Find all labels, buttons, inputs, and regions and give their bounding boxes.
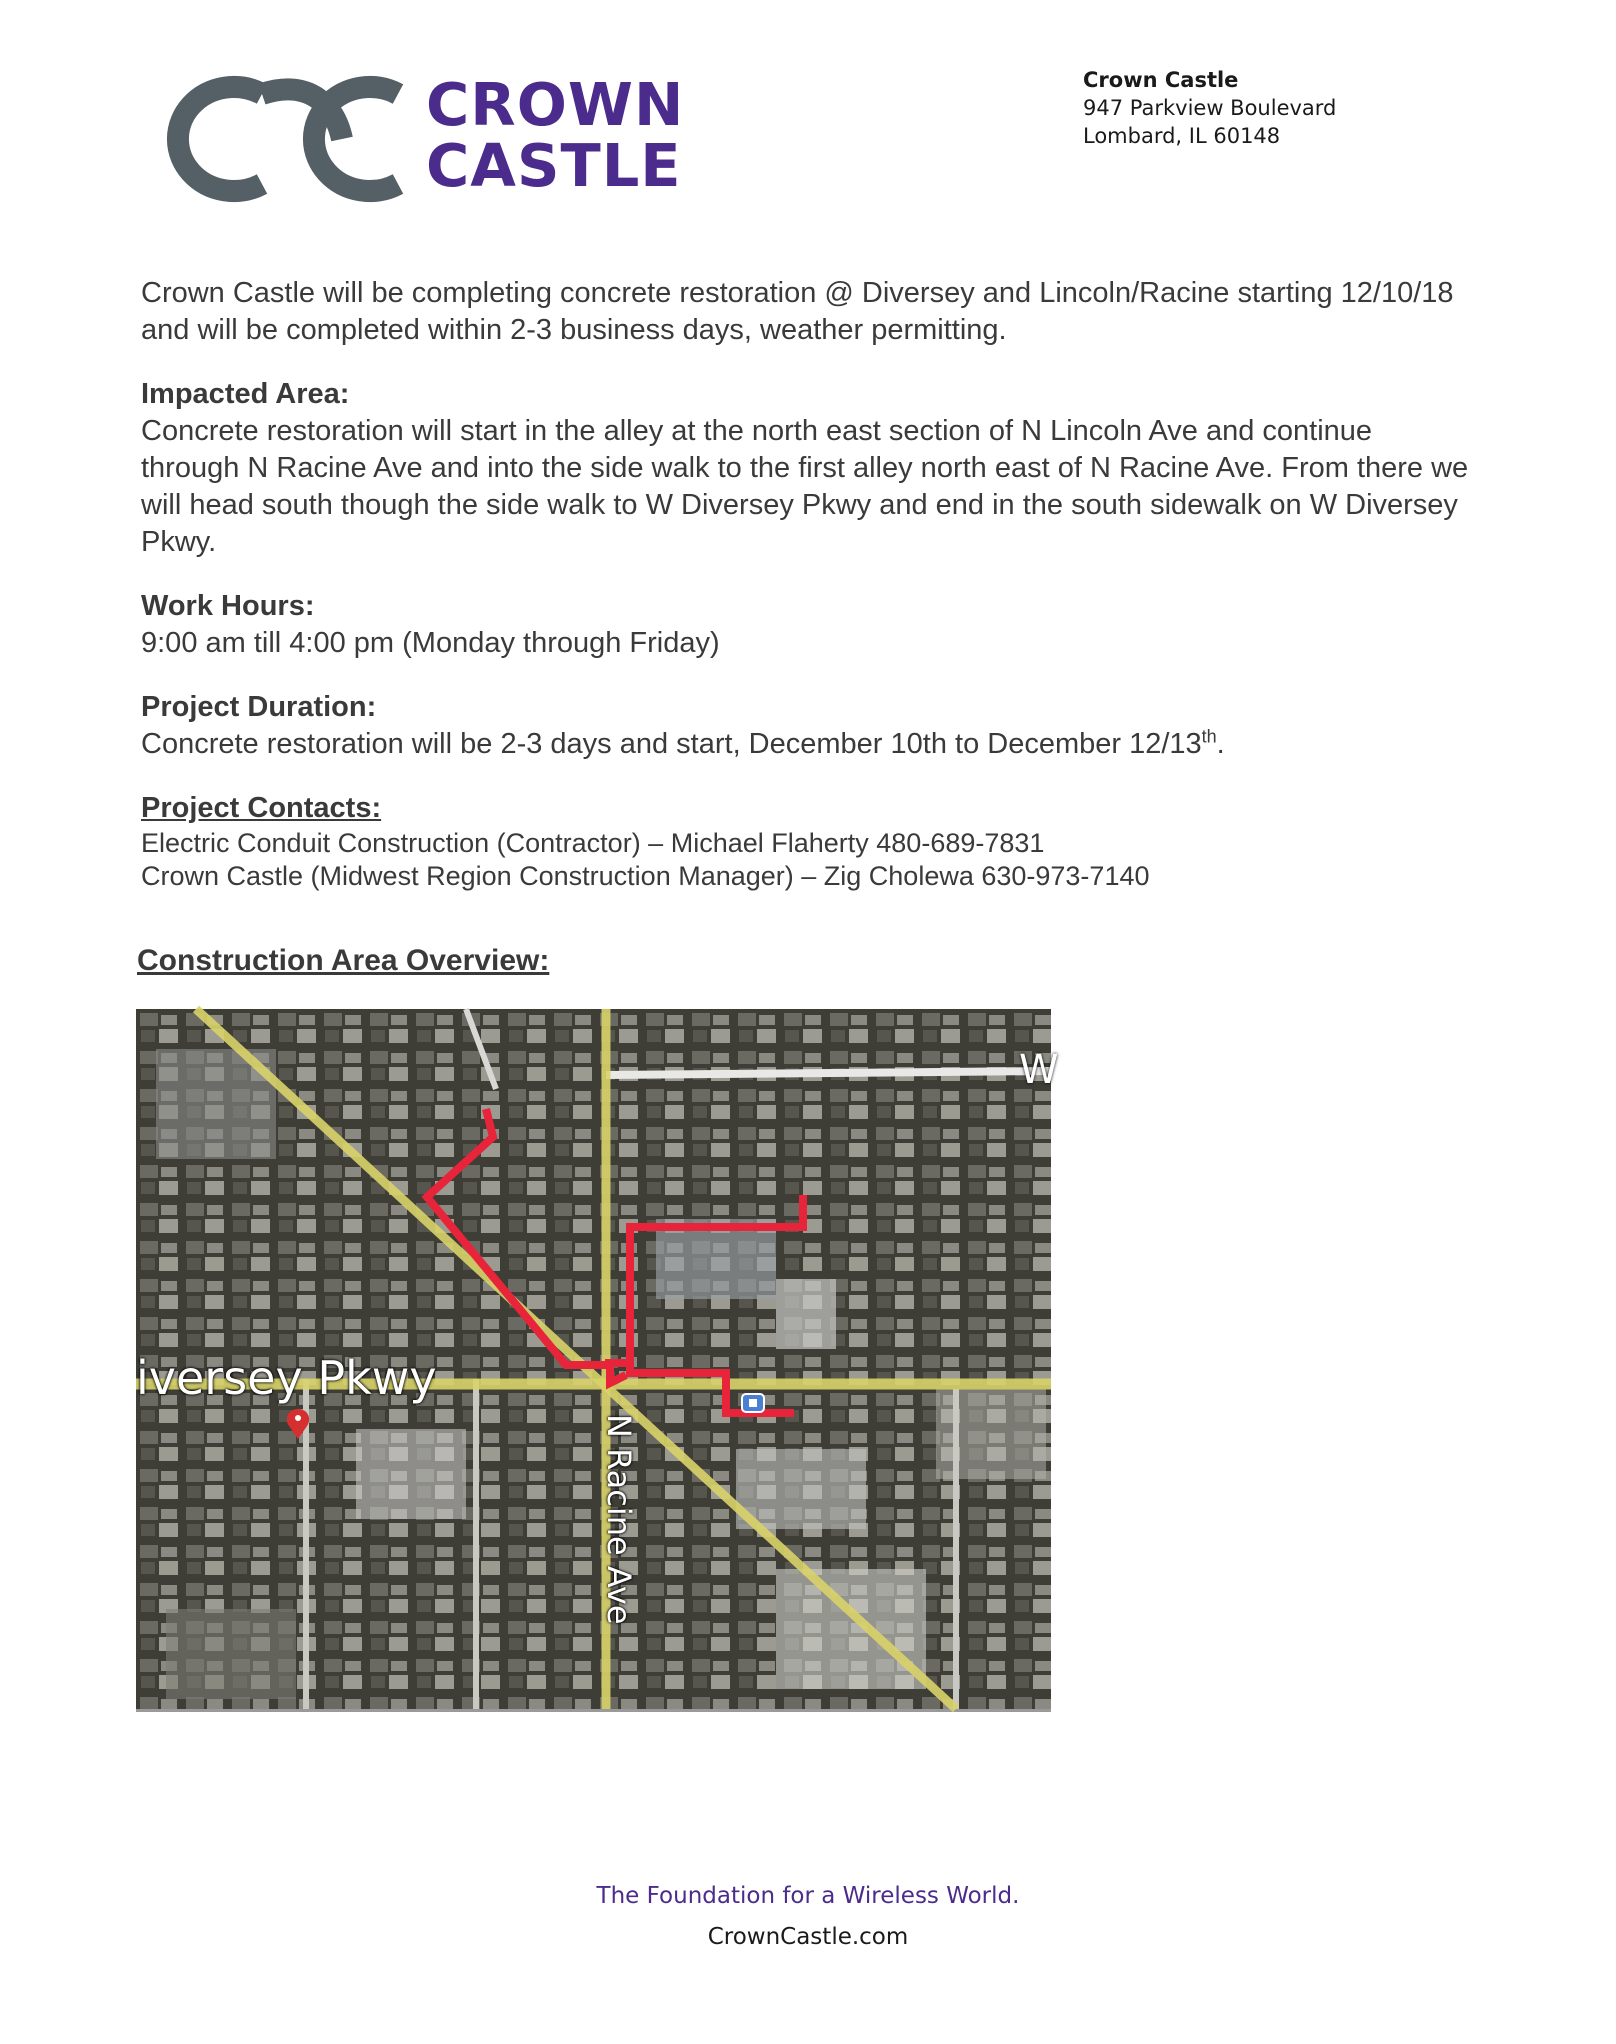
work-hours-section [141,588,1471,662]
project-contacts-heading: Project Contacts: [141,792,382,824]
footer-tagline: The Foundation for a Wireless World. [596,1883,1020,1909]
map-pin-icon [742,1394,764,1412]
construction-area-map [136,1009,1059,1712]
crown-castle-logo-mark-icon [170,66,410,211]
project-duration-suffix: . [1216,728,1225,760]
impacted-area-text: Concrete restoration will start in the alley at the north east section of N Lincoln Ave and continue through N Racine Ave and into the side walk to the first alley north east of N Racine Ave. From there we will head south though the side walk to W Diversey Pkwy and end in the south sidewalk on W Diversey Pkwy. [141,415,1469,558]
project-duration-text: Concrete restoration will be 2-3 days and start, December 10th to December 12/13 [141,728,1202,760]
address-company-name: Crown Castle [1083,68,1239,92]
address-city: Lombard, IL 60148 [1083,124,1281,148]
contact-contractor: Electric Conduit Construction (Contractor) – Michael Flaherty 480-689-7831 [141,828,1045,858]
impacted-area-section [141,376,1471,561]
contact-manager: Crown Castle (Midwest Region Construction Manager) – Zig Cholewa 630-973-7140 [141,861,1150,891]
logo-line-2: CASTLE [426,131,682,200]
construction-overview-heading: Construction Area Overview: [137,944,550,977]
map-label-corner: W [1019,1047,1059,1093]
project-duration-superscript: th [1201,726,1217,747]
map-label-racine: N Racine Ave [600,1414,638,1625]
logo-wordmark [426,70,685,200]
project-contacts-section [141,790,1471,893]
logo-line-1: CROWN [426,70,685,139]
impacted-area-heading: Impacted Area: [141,378,350,410]
address-street: 947 Parkview Boulevard [1083,96,1337,120]
footer-website-link[interactable]: CrownCastle.com [707,1924,909,1950]
work-hours-heading: Work Hours: [141,590,315,622]
notice-body [141,275,1471,920]
project-duration-heading: Project Duration: [141,691,377,723]
map-label-diversey: iversey Pkwy [136,1351,437,1405]
crown-castle-logo [170,66,690,216]
project-duration-section [141,689,1471,763]
project-duration-line [141,726,1471,763]
work-hours-text: 9:00 am till 4:00 pm (Monday through Friday) [141,627,720,659]
intro-paragraph: Crown Castle will be completing concrete restoration @ Diversey and Lincoln/Racine starting 12/10/18 and will be completed within 2-3 business days, weather permitting. [141,277,1454,346]
company-address [1083,66,1336,150]
